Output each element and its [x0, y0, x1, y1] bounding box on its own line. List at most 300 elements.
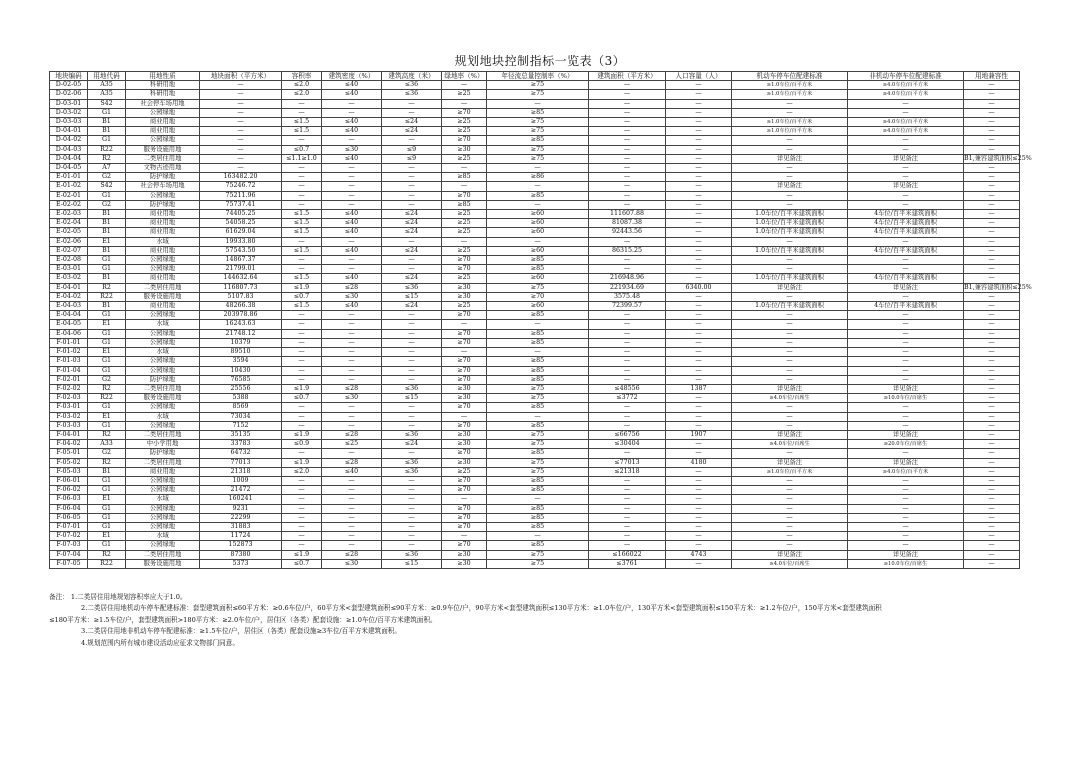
table-cell: — [322, 311, 382, 320]
table-cell: — [442, 81, 487, 90]
table-cell: F-01-01 [50, 338, 88, 347]
table-cell: — [964, 467, 1020, 476]
table-cell: ≥75 [487, 440, 589, 449]
note-line: 2.二类居住用地机动车停车配建标准：套型建筑面积≤60平方米：≥0.6车位/户，60平方米<套型建筑面积≤90平方米：≥0.9车位/户，90平方米<套型建筑面积≤130平方米：≥1.0车位/户，130平方米<套型建筑面积≤150平方米：≥1.2车位/户，150平方米<套型建筑面积 [81, 604, 882, 613]
table-cell: — [964, 541, 1020, 550]
table-row [50, 550, 1020, 559]
table-cell: B1,兼容建筑面积≤25% [964, 283, 1032, 291]
table-cell: 4车位/百平米建筑面积 [848, 302, 964, 311]
table-cell: — [382, 348, 442, 357]
table-cell: ≥70 [442, 403, 487, 412]
table-row [50, 329, 1020, 338]
table-cell: 公园绿地 [126, 366, 200, 375]
table-cell: — [732, 256, 848, 265]
table-cell: — [732, 200, 848, 209]
table-cell: — [442, 412, 487, 421]
table-cell: G1 [88, 513, 126, 522]
table-cell: — [964, 458, 1020, 467]
table-cell: ≥70 [442, 449, 487, 458]
table-cell: — [589, 522, 666, 531]
column-header: 用地兼容性 [964, 72, 1020, 81]
table-row [50, 283, 1020, 292]
table-row [50, 532, 1020, 541]
table-cell: — [964, 219, 1020, 228]
table-cell: — [666, 99, 732, 108]
table-cell: 81087.38 [589, 219, 666, 228]
table-cell: ≥75 [487, 430, 589, 439]
table-cell: — [732, 366, 848, 375]
table-cell: 22299 [200, 513, 282, 522]
table-cell: — [382, 191, 442, 200]
table-row [50, 486, 1020, 495]
table-cell: — [382, 182, 442, 191]
table-cell: ≤1.9 [282, 550, 322, 559]
table-cell: ≤28 [322, 283, 382, 292]
table-cell: — [200, 154, 282, 163]
table-cell: — [964, 504, 1020, 513]
table-cell: — [848, 311, 964, 320]
table-cell: — [200, 99, 282, 108]
table-cell: G2 [88, 200, 126, 209]
table-cell: — [666, 366, 732, 375]
table-cell: ≥30 [442, 292, 487, 301]
table-cell: G1 [88, 338, 126, 347]
table-cell: — [666, 476, 732, 485]
table-cell: — [848, 256, 964, 265]
table-cell: — [848, 237, 964, 246]
table-row [50, 458, 1020, 467]
table-cell: ≥25 [442, 90, 487, 99]
table-cell: — [848, 522, 964, 531]
note-line: 备注： 1.二类居住用地规划容积率应大于1.0。 [49, 593, 187, 601]
table-cell: G1 [88, 265, 126, 274]
table-cell: — [964, 375, 1020, 384]
table-cell: — [964, 164, 1020, 173]
table-row [50, 541, 1020, 550]
table-cell: — [589, 532, 666, 541]
table-cell: ≤0.9 [282, 440, 322, 449]
table-cell: 74405.25 [200, 210, 282, 219]
table-cell: G2 [88, 449, 126, 458]
table-row [50, 495, 1020, 504]
table-cell: 社会停车场用地 [126, 182, 200, 191]
table-cell: 公园绿地 [126, 191, 200, 200]
table-cell: ≥25 [442, 246, 487, 255]
table-cell: — [589, 320, 666, 329]
table-cell: ≥70 [442, 191, 487, 200]
column-header: 建筑面积（平方米） [589, 72, 666, 81]
table-row [50, 375, 1020, 384]
table-cell: — [589, 357, 666, 366]
table-cell: — [964, 274, 1020, 283]
table-cell: 中小学用地 [126, 440, 200, 449]
table-cell: D-04-04 [50, 154, 88, 163]
table-cell: — [487, 532, 589, 541]
table-cell: — [322, 200, 382, 209]
table-row [50, 357, 1020, 366]
table-cell: — [282, 311, 322, 320]
table-cell: — [282, 495, 322, 504]
table-cell: — [666, 164, 732, 173]
table-row [50, 99, 1020, 108]
table-cell: — [732, 476, 848, 485]
table-cell: — [848, 476, 964, 485]
table-cell: — [732, 412, 848, 421]
table-cell: ≤36 [382, 283, 442, 292]
table-cell: — [666, 375, 732, 384]
table-cell: D-02-05 [50, 81, 88, 90]
table-cell: — [964, 522, 1020, 531]
table-cell: G1 [88, 357, 126, 366]
table-row [50, 348, 1020, 357]
table-cell: ≥70 [442, 136, 487, 145]
table-cell: — [732, 513, 848, 522]
table-cell: — [589, 108, 666, 117]
table-cell: ≥30 [442, 440, 487, 449]
table-cell: ≤40 [322, 302, 382, 311]
table-cell: E-02-08 [50, 256, 88, 265]
table-cell: 公园绿地 [126, 541, 200, 550]
table-cell: 公园绿地 [126, 311, 200, 320]
table-cell: — [589, 182, 666, 191]
table-cell: 10430 [200, 366, 282, 375]
table-cell: ≥1.0车位/百平方米 [732, 127, 848, 136]
table-cell: ≤66756 [589, 430, 666, 439]
table-cell: D-03-01 [50, 99, 88, 108]
table-cell: — [589, 145, 666, 154]
table-cell: G1 [88, 522, 126, 531]
table-cell: ≥1.0车位/百平方米 [732, 118, 848, 127]
table-cell: — [666, 274, 732, 283]
table-cell: — [282, 182, 322, 191]
table-cell: ≥70 [442, 513, 487, 522]
table-cell: — [666, 145, 732, 154]
table-cell: 19933.80 [200, 237, 282, 246]
table-cell: — [666, 265, 732, 274]
table-cell: — [322, 504, 382, 513]
table-cell: — [322, 532, 382, 541]
table-cell: — [666, 81, 732, 90]
table-cell: — [848, 145, 964, 154]
table-cell: ≥75 [487, 559, 589, 568]
table-cell: — [282, 541, 322, 550]
table-cell: 详见备注 [848, 458, 964, 467]
table-cell: — [322, 486, 382, 495]
table-cell: — [848, 357, 964, 366]
table-cell: — [666, 329, 732, 338]
table-cell: ≤36 [382, 458, 442, 467]
table-cell: — [666, 522, 732, 531]
table-cell: 1387 [666, 384, 732, 393]
table-row [50, 200, 1020, 209]
table-cell: — [732, 145, 848, 154]
table-cell: 商业用地 [126, 467, 200, 476]
table-cell: 111607.88 [589, 210, 666, 219]
table-cell: — [322, 320, 382, 329]
table-cell: — [666, 292, 732, 301]
table-cell: 社会停车场用地 [126, 99, 200, 108]
table-cell: R2 [88, 430, 126, 439]
table-cell: ≤36 [382, 430, 442, 439]
table-cell: — [666, 136, 732, 145]
table-cell: ≥75 [487, 81, 589, 90]
column-header: 用地代码 [88, 72, 126, 81]
table-cell: — [964, 550, 1020, 559]
table-cell: — [487, 164, 589, 173]
table-cell: ≤3772 [589, 394, 666, 403]
table-row [50, 228, 1020, 237]
table-cell: F-07-03 [50, 541, 88, 550]
table-cell: 服务设施用地 [126, 292, 200, 301]
table-cell: B1 [88, 127, 126, 136]
table-cell: ≥85 [487, 476, 589, 485]
table-cell: — [964, 108, 1020, 117]
table-cell: 16243.63 [200, 320, 282, 329]
table-cell: 商业用地 [126, 127, 200, 136]
table-cell: — [848, 164, 964, 173]
table-cell: S42 [88, 99, 126, 108]
table-cell: ≤1.5 [282, 219, 322, 228]
table-cell: ≤0.7 [282, 559, 322, 568]
table-cell: 防护绿地 [126, 200, 200, 209]
table-cell: D-03-02 [50, 108, 88, 117]
table-cell: D-04-05 [50, 164, 88, 173]
table-cell: — [282, 265, 322, 274]
table-cell: — [964, 200, 1020, 209]
table-cell: — [666, 467, 732, 476]
table-cell: — [732, 541, 848, 550]
table-cell: — [322, 164, 382, 173]
table-cell: ≤40 [322, 228, 382, 237]
table-cell: — [964, 118, 1020, 127]
table-cell: 31883 [200, 522, 282, 531]
table-cell: — [442, 495, 487, 504]
table-cell: — [282, 191, 322, 200]
table-cell: D-04-03 [50, 145, 88, 154]
table-cell: — [200, 127, 282, 136]
table-row [50, 90, 1020, 99]
table-row [50, 412, 1020, 421]
table-cell: ≤1.5 [282, 127, 322, 136]
table-cell: — [382, 513, 442, 522]
table-cell: 公园绿地 [126, 357, 200, 366]
table-cell: F-04-02 [50, 440, 88, 449]
table-cell: — [442, 237, 487, 246]
table-cell: — [282, 256, 322, 265]
table-cell: R2 [88, 550, 126, 559]
table-cell: B1 [88, 210, 126, 219]
table-row [50, 394, 1020, 403]
table-cell: ≥25 [442, 127, 487, 136]
control-index-table [49, 71, 1032, 569]
table-cell: E1 [88, 237, 126, 246]
table-cell: ≤9 [382, 145, 442, 154]
table-cell: 1.0车位/百平米建筑面积 [732, 228, 848, 237]
table-cell: 公园绿地 [126, 486, 200, 495]
table-row [50, 403, 1020, 412]
table-row [50, 164, 1020, 173]
table-cell: F-07-01 [50, 522, 88, 531]
table-cell: — [848, 486, 964, 495]
table-cell: ≤24 [382, 274, 442, 283]
table-cell: ≤1.5 [282, 274, 322, 283]
table-cell: — [848, 403, 964, 412]
table-cell: ≤28 [322, 458, 382, 467]
table-cell: 二类居住用地 [126, 458, 200, 467]
table-cell: ≤36 [382, 467, 442, 476]
table-cell: — [964, 292, 1020, 301]
table-cell: ≤1.9 [282, 430, 322, 439]
table-cell: — [666, 320, 732, 329]
table-cell: — [487, 237, 589, 246]
table-cell: ≥85 [487, 421, 589, 430]
table-cell: — [589, 164, 666, 173]
table-cell: ≥25 [442, 274, 487, 283]
table-cell: — [382, 200, 442, 209]
table-cell: — [382, 486, 442, 495]
table-cell: ≥85 [487, 329, 589, 338]
table-row [50, 311, 1020, 320]
table-cell: ≤24 [382, 219, 442, 228]
table-cell: — [200, 118, 282, 127]
table-cell: 商业用地 [126, 246, 200, 255]
table-cell: ≥4.0车位/百席生 [732, 559, 848, 568]
table-cell: — [666, 237, 732, 246]
table-cell: ≥25 [442, 154, 487, 163]
table-cell: ≥60 [487, 210, 589, 219]
table-cell: ≥30 [442, 559, 487, 568]
table-cell: — [589, 504, 666, 513]
table-cell: — [964, 348, 1020, 357]
table-cell: ≤24 [382, 127, 442, 136]
table-cell: B1,兼容建筑面积≤25% [964, 154, 1032, 162]
column-header: 用地性质 [126, 72, 200, 81]
table-cell: — [732, 265, 848, 274]
table-cell: 二类居住用地 [126, 154, 200, 163]
table-cell: — [848, 541, 964, 550]
table-cell: — [848, 495, 964, 504]
table-cell: — [382, 256, 442, 265]
table-cell: ≤40 [322, 210, 382, 219]
table-cell: — [282, 237, 322, 246]
table-cell: 4车位/百平米建筑面积 [848, 274, 964, 283]
table-cell: S42 [88, 182, 126, 191]
table-cell: — [382, 375, 442, 384]
table-cell: — [382, 329, 442, 338]
table-cell: ≤40 [322, 467, 382, 476]
table-cell: 75246.72 [200, 182, 282, 191]
table-cell: — [732, 136, 848, 145]
table-cell: B1 [88, 219, 126, 228]
table-cell: R22 [88, 145, 126, 154]
table-cell: ≥60 [487, 219, 589, 228]
table-cell: 公园绿地 [126, 256, 200, 265]
table-cell: 73034 [200, 412, 282, 421]
table-cell: — [732, 486, 848, 495]
table-cell: — [732, 191, 848, 200]
table-cell: — [964, 559, 1020, 568]
table-cell: — [964, 191, 1020, 200]
table-cell: — [322, 108, 382, 117]
table-cell: ≥85 [487, 108, 589, 117]
table-cell: 服务设施用地 [126, 559, 200, 568]
table-cell: — [666, 348, 732, 357]
table-cell: — [487, 320, 589, 329]
table-cell: — [964, 329, 1020, 338]
table-cell: 详见备注 [848, 154, 964, 163]
table-cell: — [964, 513, 1020, 522]
table-cell: — [589, 338, 666, 347]
notes-section [49, 592, 1024, 649]
table-cell: 公园绿地 [126, 504, 200, 513]
table-cell: ≥1.0车位/百平方米 [732, 81, 848, 90]
table-cell: 21318 [200, 467, 282, 476]
table-cell: — [322, 191, 382, 200]
table-cell: — [848, 532, 964, 541]
table-cell: — [589, 348, 666, 357]
table-cell: 二类居住用地 [126, 283, 200, 292]
table-cell: ≤36 [382, 81, 442, 90]
table-cell: 48266.38 [200, 302, 282, 311]
table-cell: ≥30 [442, 394, 487, 403]
table-cell: D-02-06 [50, 90, 88, 99]
table-row [50, 440, 1020, 449]
table-cell: R2 [88, 283, 126, 292]
table-cell: — [200, 90, 282, 99]
table-cell: — [589, 81, 666, 90]
table-cell: ≥1.0车位/百平方米 [732, 90, 848, 99]
table-cell: 科研用地 [126, 81, 200, 90]
table-cell: ≥4.0车位/百平方米 [848, 118, 964, 127]
table-cell: — [382, 173, 442, 182]
note-line: 3.二类居住用地非机动车停车配建标准：≥1.5车位/户，居住区（各类）配套设施≥3车位/百平方米建筑面积。 [81, 627, 401, 636]
table-cell: 4180 [666, 458, 732, 467]
table-cell: G2 [88, 173, 126, 182]
table-cell: — [666, 357, 732, 366]
table-cell: F-01-04 [50, 366, 88, 375]
table-cell: R2 [88, 458, 126, 467]
table-cell: ≥85 [487, 357, 589, 366]
table-cell: — [282, 449, 322, 458]
table-cell: F-04-01 [50, 430, 88, 439]
table-cell: — [666, 108, 732, 117]
table-cell: — [382, 320, 442, 329]
table-cell: — [666, 495, 732, 504]
table-cell: — [282, 108, 322, 117]
table-cell: E1 [88, 532, 126, 541]
table-cell: — [848, 136, 964, 145]
table-cell: ≥85 [487, 403, 589, 412]
table-cell: — [848, 449, 964, 458]
table-cell: — [322, 348, 382, 357]
table-cell: — [487, 200, 589, 209]
table-cell: — [732, 375, 848, 384]
table-cell: ≤28 [322, 430, 382, 439]
table-cell: 76585 [200, 375, 282, 384]
table-cell: ≥70 [442, 366, 487, 375]
table-cell: — [848, 320, 964, 329]
table-cell: 服务设施用地 [126, 394, 200, 403]
table-cell: — [964, 145, 1020, 154]
column-header: 人口容量（人） [666, 72, 732, 81]
table-cell: — [589, 200, 666, 209]
table-cell: ≥85 [487, 522, 589, 531]
table-cell: — [848, 338, 964, 347]
table-cell: — [732, 449, 848, 458]
table-cell: 21748.12 [200, 329, 282, 338]
table-cell: 5373 [200, 559, 282, 568]
table-cell: ≥70 [442, 504, 487, 513]
